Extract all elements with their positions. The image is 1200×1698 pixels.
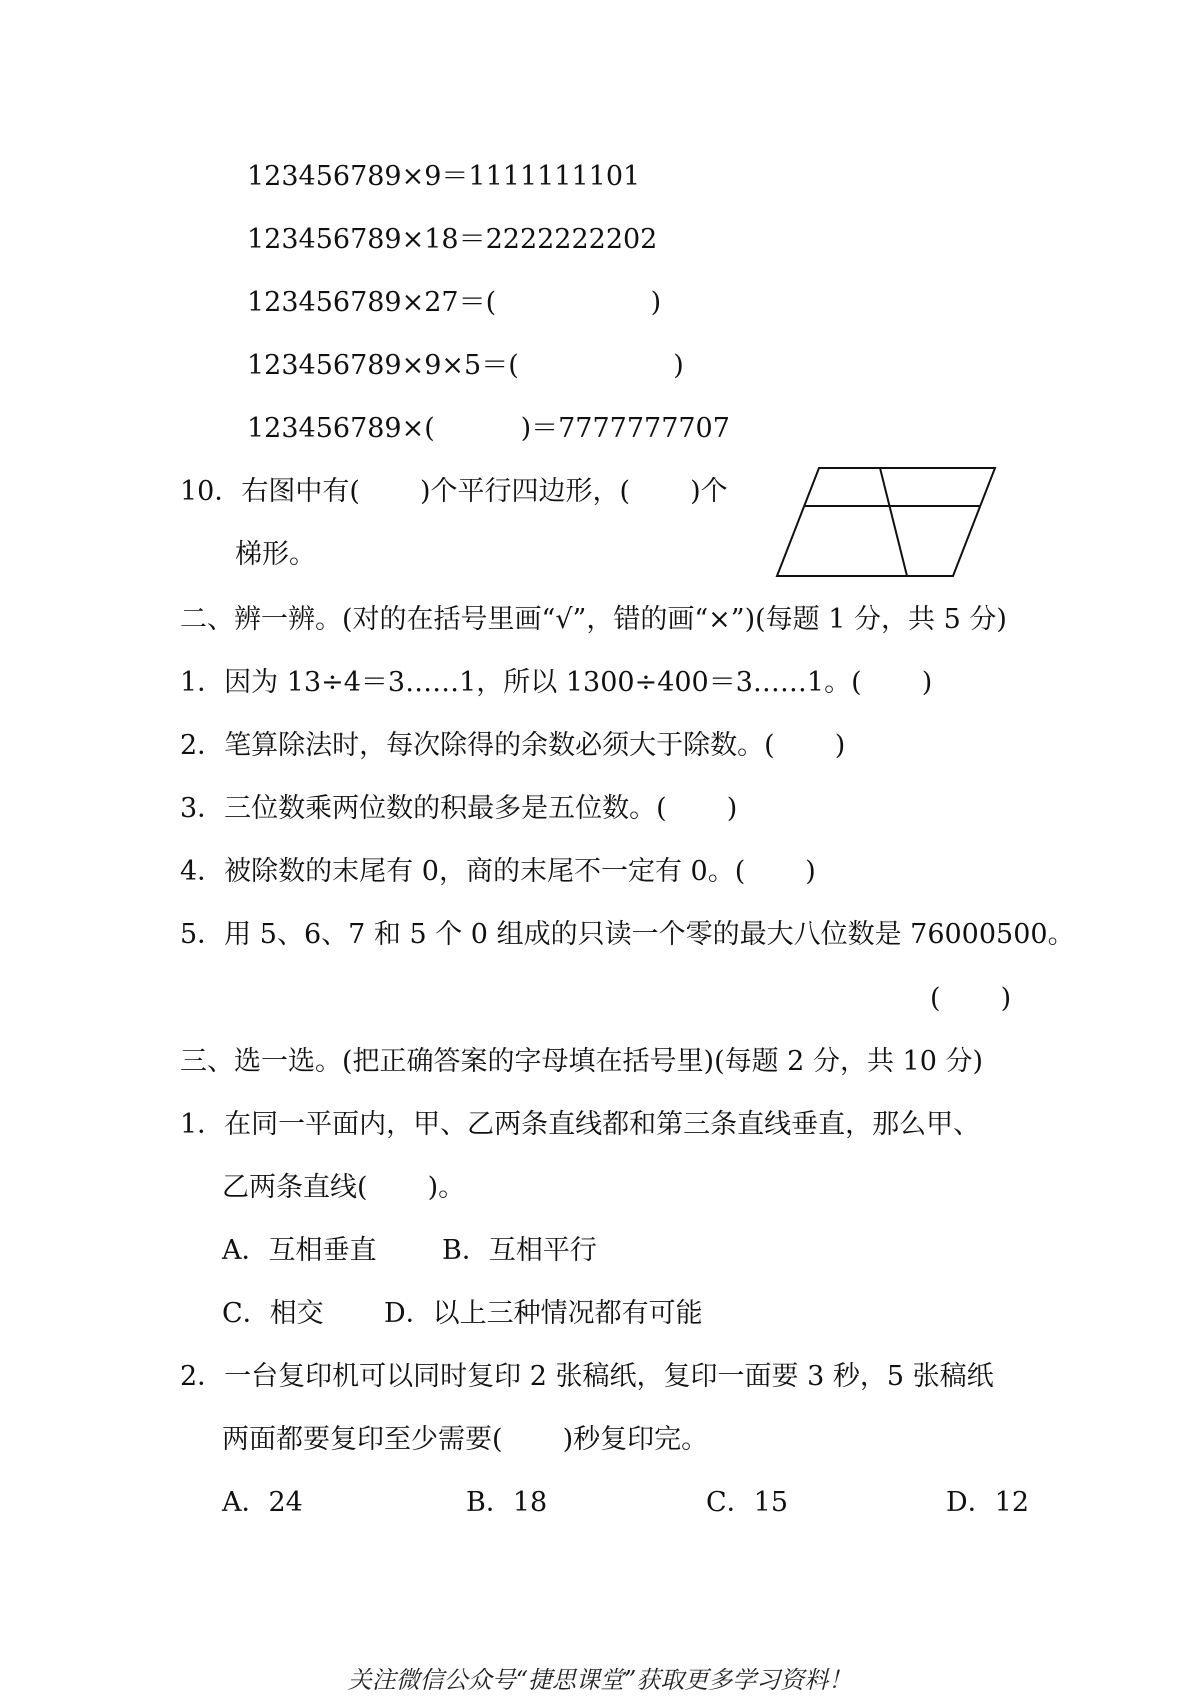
- section-2-item-5-paren: ( ): [930, 983, 1012, 1014]
- section-3-heading: 三、选一选。(把正确答案的字母填在括号里)(每题 2 分，共 10 分): [180, 1046, 983, 1077]
- section-3-q1-line-1: 1．在同一平面内，甲、乙两条直线都和第三条直线垂直，那么甲、: [180, 1109, 981, 1140]
- pattern-line-2: 123456789×18＝2222222202: [247, 224, 658, 255]
- section-2-item-3: 3．三位数乘两位数的积最多是五位数。( ): [180, 793, 738, 824]
- parallelogram-figure: [775, 466, 997, 578]
- section-3-q2-line-2: 两面都要复印至少需要( )秒复印完。: [222, 1424, 709, 1455]
- pattern-line-5: 123456789×( )＝7777777707: [247, 413, 730, 444]
- section-3-q2-option-b: B．18: [466, 1487, 548, 1518]
- section-2-heading: 二、辨一辨。(对的在括号里画“√”，错的画“×”)(每题 1 分，共 5 分): [180, 604, 1007, 635]
- q10-line-2: 梯形。: [235, 539, 316, 570]
- pattern-line-4: 123456789×9×5＝( ): [247, 350, 684, 381]
- section-3-q1-option-a: A．互相垂直: [222, 1235, 377, 1266]
- section-3-q1-option-b: B．互相平行: [442, 1235, 597, 1266]
- section-3-q1-option-d: D．以上三种情况都有可能: [384, 1298, 703, 1329]
- pattern-line-3: 123456789×27＝( ): [247, 287, 662, 318]
- slanted-divider: [880, 468, 907, 576]
- section-2-item-2: 2．笔算除法时，每次除得的余数必须大于除数。( ): [180, 730, 846, 761]
- pattern-line-1: 123456789×9＝1111111101: [247, 161, 641, 192]
- section-2-item-5: 5．用 5、6、7 和 5 个 0 组成的只读一个零的最大八位数是 76000500。: [180, 919, 1075, 950]
- section-3-q2-option-c: C．15: [706, 1487, 789, 1518]
- section-2-item-4: 4．被除数的末尾有 0，商的末尾不一定有 0。( ): [180, 856, 816, 887]
- q10-line-1: 10．右图中有( )个平行四边形，( )个: [180, 476, 728, 507]
- parallelogram-outline: [777, 468, 995, 576]
- section-3-q2-option-d: D．12: [946, 1487, 1030, 1518]
- footer-note: 关注微信公众号“捷思课堂”获取更多学习资料！: [347, 1666, 853, 1694]
- section-3-q1-line-2: 乙两条直线( )。: [222, 1172, 466, 1203]
- section-3-q1-option-c: C．相交: [222, 1298, 324, 1329]
- section-3-q2-line-1: 2．一台复印机可以同时复印 2 张稿纸，复印一面要 3 秒，5 张稿纸: [180, 1361, 994, 1392]
- section-3-q2-option-a: A．24: [222, 1487, 303, 1518]
- section-2-item-1: 1．因为 13÷4＝3……1，所以 1300÷400＝3……1。( ): [180, 667, 933, 698]
